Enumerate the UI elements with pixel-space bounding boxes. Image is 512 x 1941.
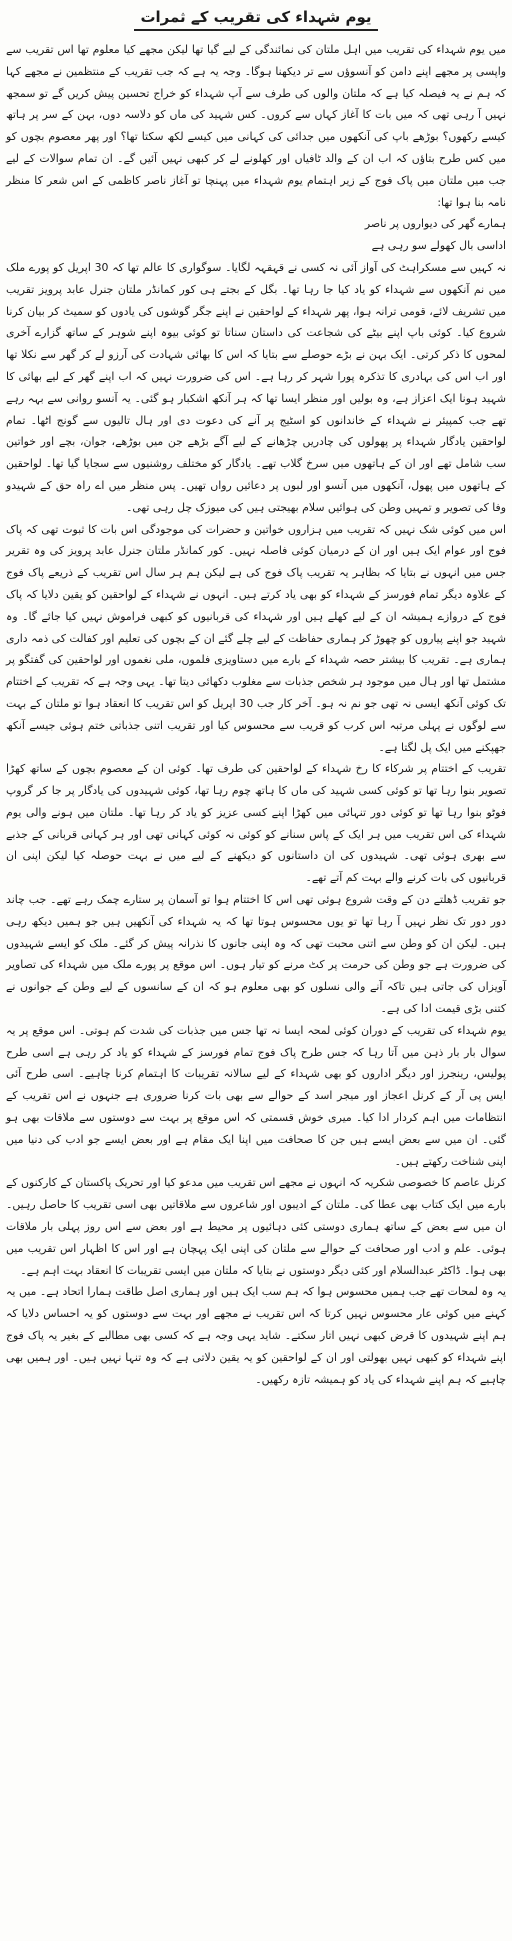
- paragraph-1: میں یوم شہداء کی تقریب میں اہل ملتان کی نمائندگی کے لیے گیا تھا لیکن مجھے کیا معلوم تھا اس تقریب سے واپسی پر مجھے اپنے دامن کو آنسوؤں سے تر دیکھنا ہوگا۔ وجہ یہ ہے کہ جب تقریب کے منتظمین نے مجھے کہا کہ ہم نے یہ فیصلہ کیا ہے کہ ملتان والوں کی طرف سے آپ شہداء کو خراج تحسین پیش کریں گے تو سمجھ نہیں آ رہی تھی کہ میں بات کا آغاز کہاں سے کروں۔ کس شہید کی ماں کو دلاسہ دوں، بہن کے سر پر ہاتھ کیسے رکھوں؟ بوڑھے باپ کی آنکھوں میں جدائی کی کہانی میں کیسے لکھ سکتا تھا؟ اور پھر معصوم بچوں کو میں کس طرح بتاؤں کہ اب ان کے والد ٹافیاں اور کھلونے لے کر کبھی نہیں آئیں گے۔ ان تمام سوالات کے لیے جب میں ملتان میں پاک فوج کے زیر اہتمام یوم شہداء میں پہنچا تو آغاز ناصر کاظمی کے اس شعر کا منظر نامہ بنا ہوا تھا:: [6, 43, 506, 209]
- paragraph-8: یہ وہ لمحات تھے جب ہمیں محسوس ہوا کہ ہم سب ایک ہیں اور ہماری اصل طاقت ہمارا اتحاد ہے۔ میں یہ کہنے میں کوئی عار محسوس نہیں کرتا کہ اس تقریب نے مجھے اور بہت سے دوستوں کو یہ احساس دلایا کہ ہم اپنے شہیدوں کا قرض کبھی نہیں اتار سکتے۔ شاید یہی وجہ ہے کہ کسی بھی مطالبے کے بغیر یہ پاک فوج اپنے شہداء کو کبھی نہیں بھولتی اور ان کے لواحقین کو یہ یقین دلاتی ہے کہ وہ تنہا نہیں ہیں۔ اور ہمیں بھی چاہیے کہ ہم اپنے شہداء کی یاد کو ہمیشہ تازہ رکھیں۔: [6, 1285, 506, 1386]
- paragraph-3: اس میں کوئی شک نہیں کہ تقریب میں ہزاروں خواتین و حضرات کی موجودگی اس بات کا ثبوت تھی کہ پاک فوج اور عوام ایک ہیں اور ان کے درمیان کوئی فاصلہ نہیں۔ کور کمانڈر ملتان جنرل عابد پرویز کی وہ تقریر جس میں انہوں نے بتایا کہ بظاہر یہ تقریب پاک فوج کی ہے لیکن ہم ہر سال اس تقریب کے ذریعے پاک فوج کے علاوہ دیگر تمام فورسز کے شہداء کو بھی یاد کرتے ہیں۔ انہوں نے شہداء کے لواحقین کو یقین دلایا کہ پاک فوج کے دروازے ہمیشہ ان کے لیے کھلے ہیں اور شہداء کی قربانیوں کو کبھی فراموش نہیں کیا جائے گا۔ وہ شہید جو اپنے پیاروں کو چھوڑ کر ہماری حفاظت کے لیے چلے گئے ان کے بچوں کی تعلیم اور کفالت کی ذمہ داری ہماری ہے۔ تقریب کا بیشتر حصہ شہداء کے بارے میں دستاویزی فلموں، ملی نغموں اور لواحقین کی گفتگو پر مشتمل تھا اور ہال میں موجود ہر شخص جذبات سے مغلوب دکھائی دیتا تھا۔ یہی وجہ ہے کہ تقریب کے اختتام تک کوئی آنکھ ایسی نہ تھی جو نم نہ ہو۔ آخر کار جب 30 اپریل کو اس تقریب کا انعقاد ہوا تو ملتان کے بہت سے لوگوں نے پہلی مرتبہ اس کرب کو قریب سے محسوس کیا اور تقریب اتنی جذباتی ختم ہوئی جیسے آنکھ جھپکنے میں ایک پل لگتا ہے۔: [6, 522, 507, 754]
- article-body: [6, 39, 506, 1390]
- article-headline: [6, 8, 506, 31]
- paragraph-6: یوم شہداء کی تقریب کے دوران کوئی لمحہ ایسا نہ تھا جس میں جذبات کی شدت کم ہوتی۔ اس موقع پر یہ سوال بار بار ذہن میں آتا رہا کہ جس طرح پاک فوج تمام فورسز کے شہداء کو یاد کر رہی ہے اسی طرح پولیس، رینجرز اور دیگر اداروں کو بھی شہداء کے لیے سالانہ تقریبات کا اہتمام کرنا چاہیے۔ اسی طرح آئی ایس پی آر کے کرنل اعجاز اور میجر اسد کے حوالے سے بھی بات کرنا ضروری ہے جنہوں نے اس تقریب کے انتظامات میں اہم کردار ادا کیا۔ میری خوش قسمتی کہ اس موقع پر بہت سے دوستوں سے ملاقات بھی ہو گئی۔ ان میں سے بعض ایسے ہیں جن کا صحافت میں اپنا ایک مقام ہے اور بعض ایسے جو ادب کی دنیا میں اپنی شناخت رکھتے ہیں۔: [6, 1023, 506, 1168]
- paragraph-4: تقریب کے اختتام پر شرکاء کا رخ شہداء کے لواحقین کی طرف تھا۔ کوئی ان کے معصوم بچوں کے ساتھ کھڑا تصویر بنوا رہا تھا تو کوئی کسی شہید کی ماں کا ہاتھ چوم رہا تھا، کوئی شہیدوں کی یادگار پر جا کر گروپ فوٹو بنوا رہا تھا تو کوئی دور تنہائی میں کھڑا اپنے کسی عزیز کو یاد کر رہا تھا۔ ملتان میں ہونے والی یوم شہداء کی اس تقریب میں ہر ایک کے پاس سنانے کو کوئی نہ کوئی کہانی تھی اور ہر کہانی قربانی کے جذبے سے بھری ہوئی تھی۔ شہیدوں کی ان داستانوں کو دیکھنے کے لیے میں نے بہت حوصلہ کیا لیکن اپنی ان قربانیوں کی بات کرنے والے بہت کم آتے تھے۔: [6, 762, 506, 885]
- paragraph-2: نہ کہیں سے مسکراہٹ کی آواز آئی نہ کسی نے قہقہہ لگایا۔ سوگواری کا عالم تھا کہ 30 اپریل کو پورے ملک میں نم آنکھوں سے شہداء کو یاد کیا جا رہا تھا۔ بگل کے بجتے ہی کور کمانڈر ملتان جنرل عابد پرویز تقریب میں تشریف لائے، قومی ترانہ ہوا، پھر شہداء کے لواحقین نے اپنے جگر گوشوں کی یادوں کو سمیٹ کر بیان کرنا شروع کیا۔ کوئی باپ اپنے بیٹے کی شجاعت کی داستان سناتا تو کوئی بیوہ اپنے شوہر کے ساتھ گزارے آخری لمحوں کا ذکر کرتی۔ ایک بہن نے بڑے حوصلے سے بتایا کہ اس کا بھائی شہادت کی آرزو لے کر گھر سے نکلا تھا اور اب اس کی بہادری کا تذکرہ پورا شہر کر رہا ہے۔ اس کی ضرورت نہیں کہ اب اپنے گھر کے لیے بھائی کا شہید ہونا ایک اعزاز ہے، وہ بولیں اور منظر ایسا تھا کہ ہر آنکھ اشکبار ہو گئی۔ یہ آنسو روانی سے بہہ رہے تھے جب کمپیئر نے شہداء کے خاندانوں کو اسٹیج پر آنے کی دعوت دی اور ہال تالیوں سے گونج اٹھا۔ تمام لواحقین یادگار شہداء پر پھولوں کی چادریں چڑھانے کے لیے آگے بڑھے جن میں بوڑھے، جوان، بچے اور خواتین سب شامل تھے اور ان کے ہاتھوں میں سرخ گلاب تھے۔ یادگار کو مختلف روشنیوں سے سجایا گیا تھا۔ لواحقین کے ہاتھوں میں پھول، آنکھوں میں آنسو اور لبوں پر دعائیں رواں تھیں۔ پس منظر میں اے راہ حق کے شہیدو وفا کی تصویر و تمہیں وطن کی ہوائیں سلام بھیجتی ہیں کی میوزک چل رہی تھی۔: [6, 260, 506, 514]
- headline-text: یوم شہداء کی تقریب کے ثمرات: [134, 8, 377, 31]
- paragraph-7: کرنل عاصم کا خصوصی شکریہ کہ انہوں نے مجھے اس تقریب میں مدعو کیا اور تحریک پاکستان کے کارکنوں کے بارے میں ایک کتاب بھی عطا کی۔ ملتان کے ادیبوں اور شاعروں سے ملاقاتیں بھی اسی تقریب کا حاصل رہیں۔ ان میں سے بعض کے ساتھ ہماری دوستی کئی دہائیوں پر محیط ہے اور بعض سے اس روز پہلی بار ملاقات ہوئی۔ علم و ادب اور صحافت کے حوالے سے ملتان کی اپنی ایک پہچان ہے اور اس کا اظہار اس تقریب میں بھی ہوا۔ ڈاکٹر عبدالسلام اور کئی دیگر دوستوں نے بتایا کہ ملتان میں ایسی تقریبات کا انعقاد بہت اہم ہے۔: [6, 1176, 506, 1277]
- paragraph-5: جو تقریب ڈھلتے دن کے وقت شروع ہوئی تھی اس کا اختتام ہوا تو آسمان پر ستارے چمک رہے تھے۔ جب چاند دور دور تک نظر نہیں آ رہا تھا تو یوں محسوس ہوتا تھا کہ یہ شہداء کی آنکھیں ہیں جو ہمیں دیکھ رہی ہیں۔ لیکن ان کو وطن سے اتنی محبت تھی کہ وہ اپنی جانوں کا نذرانہ پیش کر گئے۔ ملک کو ایسے شہیدوں کی ضرورت ہے جو وطن کی حرمت پر کٹ مرنے کو تیار ہوں۔ اس موقع پر پورے ملک میں شہداء کی تصاویر آویزاں کی جاتی ہیں تاکہ آنے والی نسلوں کو بھی معلوم ہو کہ ان کے سانسوں کے لیے وطن کے جوانوں نے کتنی بڑی قیمت ادا کی ہے۔: [6, 893, 506, 1016]
- verse-line-1: ہمارے گھر کی دیواروں پر ناصر: [364, 217, 506, 231]
- verse-line-2: اداسی بال کھولے سو رہی ہے: [371, 239, 506, 253]
